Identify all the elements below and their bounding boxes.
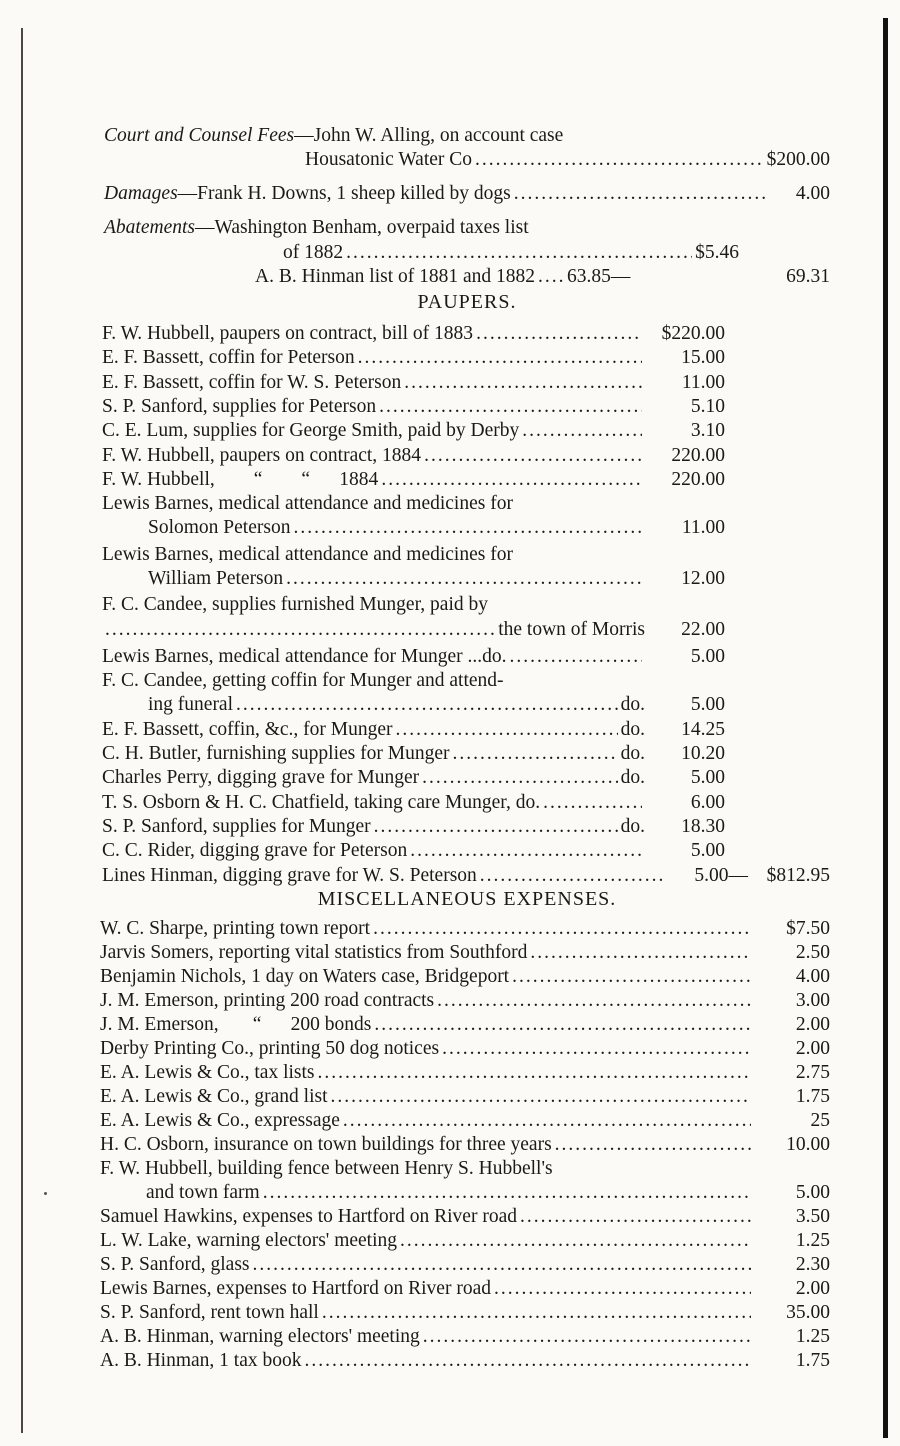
paupers-row-text: Lines Hinman, digging grave for W. S. Peterson <box>102 865 477 886</box>
damages-text: —Frank H. Downs, 1 sheep killed by dogs <box>177 183 511 204</box>
paupers-row-text: C. H. Butler, furnishing supplies for Munger <box>102 743 450 764</box>
paupers-row-text: F. W. Hubbell, paupers on contract, bill of 1883 <box>102 323 474 344</box>
misc-row-text: Derby Printing Co., printing 50 dog notices <box>100 1038 440 1059</box>
paupers-row-amount: 5.00 <box>690 767 725 788</box>
paupers-row-text: C. E. Lum, supplies for George Smith, paid by Derby <box>102 420 520 441</box>
court-fees-line <box>104 124 764 148</box>
leader-dots <box>494 1277 751 1301</box>
paupers-row <box>102 492 650 516</box>
misc-row-text: L. W. Lake, warning electors' meeting <box>100 1230 398 1251</box>
paupers-row-text: Charles Perry, digging grave for Munger <box>102 767 420 788</box>
paupers-row-amount: $220.00 <box>661 323 725 344</box>
paupers-row <box>102 444 725 468</box>
paupers-row-amount: 11.00 <box>681 517 725 538</box>
leader-dots <box>358 346 642 370</box>
paupers-row-amount: 5.00— <box>694 865 748 886</box>
misc-row <box>100 1205 830 1229</box>
paupers-row-amount: 11.00 <box>681 372 725 393</box>
misc-row-text: W. C. Sharpe, printing town report <box>100 918 371 939</box>
paupers-row-amount: 10.20 <box>681 743 725 764</box>
court-fees-line-2 <box>305 148 830 172</box>
abatements-line-2 <box>283 241 739 265</box>
paupers-row-text: F. W. Hubbell, “ “ 1884 <box>102 469 379 490</box>
misc-row <box>100 1037 830 1061</box>
misc-row-amount: 2.00 <box>795 1278 830 1299</box>
paupers-row-amount: 3.10 <box>690 420 725 441</box>
leader-dots <box>442 1037 751 1061</box>
paupers-row <box>102 742 725 766</box>
leader-dots <box>346 241 692 265</box>
leader-dots <box>522 419 642 443</box>
leader-dots <box>476 322 642 346</box>
paupers-row <box>148 567 725 591</box>
misc-row-amount: 2.00 <box>795 1014 830 1035</box>
leader-dots <box>105 618 495 642</box>
paupers-row <box>102 839 725 863</box>
leader-dots <box>520 1205 751 1229</box>
paupers-row <box>102 468 725 492</box>
paupers-row-total: $812.95 <box>766 865 830 886</box>
misc-row <box>100 965 830 989</box>
paupers-row <box>102 543 650 567</box>
leader-dots <box>304 1349 751 1373</box>
leader-dots <box>343 1109 751 1133</box>
misc-row-text: and town farm <box>146 1182 260 1203</box>
leader-dots <box>404 371 642 395</box>
leader-dots <box>379 395 642 419</box>
paupers-row-ditto: do. <box>620 694 645 715</box>
leader-dots <box>396 718 618 742</box>
leader-dots <box>263 1181 751 1205</box>
paupers-row <box>102 718 725 742</box>
court-fees-amount: $200.00 <box>766 149 830 170</box>
damages-label: Damages <box>104 183 178 204</box>
paupers-row <box>102 766 725 790</box>
misc-row-text: Benjamin Nichols, 1 day on Waters case, Bridgeport <box>100 966 510 987</box>
paupers-row-text: C. C. Rider, digging grave for Peterson <box>102 840 408 861</box>
paupers-row-text: Solomon Peterson <box>148 517 291 538</box>
misc-row-amount: 4.00 <box>795 966 830 987</box>
abatements-total: 69.31 <box>786 266 830 287</box>
misc-row-text: J. M. Emerson, “ 200 bonds <box>100 1014 372 1035</box>
paupers-row-text: Lewis Barnes, medical attendance for Munger ...do. <box>102 646 507 667</box>
misc-row-text: J. M. Emerson, printing 200 road contracts <box>100 990 435 1011</box>
paupers-row-amount: 5.00 <box>690 840 725 861</box>
leader-dots <box>555 1133 751 1157</box>
paupers-row-text: E. F. Bassett, coffin for Peterson <box>102 347 355 368</box>
misc-row-text: H. C. Osborn, insurance on town buildings for three years <box>100 1134 552 1155</box>
misc-heading: MISCELLANEOUS EXPENSES. <box>317 888 617 910</box>
misc-row-amount: 25 <box>810 1110 830 1131</box>
leader-dots <box>253 1253 751 1277</box>
leader-dots <box>374 1013 751 1037</box>
leader-dots <box>236 693 618 717</box>
misc-row <box>100 1301 830 1325</box>
leader-dots <box>410 839 642 863</box>
paupers-row <box>102 395 725 419</box>
misc-row-text: E. A. Lewis & Co., tax lists <box>100 1062 315 1083</box>
leader-dots <box>293 516 642 540</box>
paupers-row-text: E. F. Bassett, coffin, &c., for Munger <box>102 719 393 740</box>
misc-row-amount: $7.50 <box>786 918 830 939</box>
paupers-row <box>102 791 725 815</box>
paupers-row-text: F. W. Hubbell, paupers on contract, 1884 <box>102 445 422 466</box>
misc-row <box>146 1181 830 1205</box>
abatements-line <box>104 216 724 240</box>
paupers-row <box>102 371 725 395</box>
paupers-row-text: the town of Morris <box>498 619 645 640</box>
paupers-row-amount: 12.00 <box>681 568 725 589</box>
misc-row-amount: 1.75 <box>795 1350 830 1371</box>
misc-row-amount: 2.50 <box>795 942 830 963</box>
paupers-row <box>148 693 725 717</box>
misc-row-amount: 2.30 <box>795 1254 830 1275</box>
paupers-heading: PAUPERS. <box>417 291 517 313</box>
leader-dots <box>475 148 764 172</box>
misc-row-amount: 1.25 <box>795 1326 830 1347</box>
paupers-row-text: F. C. Candee, supplies furnished Munger, paid by <box>102 594 488 615</box>
leader-dots <box>373 917 751 941</box>
paupers-row-text: William Peterson <box>148 568 284 589</box>
misc-row <box>100 1253 830 1277</box>
misc-row-text: F. W. Hubbell, building fence between Henry S. Hubbell's <box>100 1158 553 1179</box>
paupers-row <box>102 864 830 888</box>
leader-dots <box>423 1325 751 1349</box>
leader-dots <box>286 567 642 591</box>
paupers-row-text: E. F. Bassett, coffin for W. S. Peterson <box>102 372 402 393</box>
abatements-amount-3: 63.85— <box>567 266 631 287</box>
misc-row <box>100 917 830 941</box>
paupers-row <box>102 669 650 693</box>
leader-dots <box>512 965 751 989</box>
leader-dots <box>400 1229 751 1253</box>
leader-dots <box>514 182 765 206</box>
misc-row <box>100 1277 830 1301</box>
paupers-row <box>102 645 725 669</box>
paupers-row <box>102 815 725 839</box>
paupers-row-text: Lewis Barnes, medical attendance and medicines for <box>102 493 513 514</box>
paupers-row <box>102 322 725 346</box>
misc-row-text: Lewis Barnes, expenses to Hartford on River road <box>100 1278 491 1299</box>
paupers-row-text: ing funeral <box>148 694 234 715</box>
misc-row <box>100 1325 830 1349</box>
misc-row <box>100 1013 830 1037</box>
paupers-row-amount: 220.00 <box>671 469 725 490</box>
paupers-row-amount: 5.10 <box>690 396 725 417</box>
leader-dots <box>437 989 751 1013</box>
paupers-row-ditto: do. <box>620 719 645 740</box>
paupers-row-text: F. C. Candee, getting coffin for Munger and attend- <box>102 670 504 691</box>
leader-dots <box>538 265 564 289</box>
misc-row-amount: 2.00 <box>795 1038 830 1059</box>
paupers-row-text: Lewis Barnes, medical attendance and medicines for <box>102 544 513 565</box>
misc-row <box>100 1157 830 1181</box>
misc-row-amount: 2.75 <box>795 1062 830 1083</box>
misc-row-text: S. P. Sanford, glass <box>100 1254 250 1275</box>
leader-dots <box>374 815 618 839</box>
misc-row <box>100 1061 830 1085</box>
misc-row-text: Samuel Hawkins, expenses to Hartford on River road <box>100 1206 517 1227</box>
misc-row <box>100 1349 830 1373</box>
court-fees-label: Court and Counsel Fees <box>104 125 295 146</box>
paupers-row-text: S. P. Sanford, supplies for Peterson <box>102 396 377 417</box>
paupers-row-text: S. P. Sanford, supplies for Munger <box>102 816 371 837</box>
paupers-row <box>148 516 725 540</box>
misc-row-amount: 3.00 <box>795 990 830 1011</box>
misc-row <box>100 1085 830 1109</box>
paupers-row-ditto: do. <box>620 816 645 837</box>
misc-row-amount: 35.00 <box>786 1302 830 1323</box>
misc-row <box>100 989 830 1013</box>
misc-row-amount: 1.75 <box>795 1086 830 1107</box>
paupers-row-amount: 5.00 <box>690 694 725 715</box>
misc-row <box>100 1229 830 1253</box>
leader-dots <box>530 941 751 965</box>
paupers-row-ditto: do. <box>620 767 645 788</box>
paupers-row-ditto: do. <box>620 743 645 764</box>
misc-row-text: E. A. Lewis & Co., expressage <box>100 1110 340 1131</box>
misc-row-amount: 10.00 <box>786 1134 830 1155</box>
misc-row-text: S. P. Sanford, rent town hall <box>100 1302 319 1323</box>
leader-dots <box>318 1061 752 1085</box>
misc-row <box>100 1109 830 1133</box>
misc-row <box>100 941 830 965</box>
abatements-text-3: A. B. Hinman list of 1881 and 1882 <box>255 266 536 287</box>
leader-dots <box>331 1085 752 1109</box>
leader-dots <box>543 791 642 815</box>
leader-dots <box>452 742 617 766</box>
leader-dots <box>381 468 642 492</box>
court-fees-text-2: Housatonic Water Co <box>305 149 473 170</box>
misc-row <box>100 1133 830 1157</box>
abatements-amount-2: $5.46 <box>695 242 739 263</box>
right-page-edge <box>883 18 888 1438</box>
abatements-label: Abatements <box>104 217 195 238</box>
damages-line <box>104 182 830 206</box>
leader-dots <box>424 444 642 468</box>
paupers-row <box>102 346 725 370</box>
left-page-edge <box>21 28 23 1433</box>
leader-dots <box>509 645 642 669</box>
misc-row-text: A. B. Hinman, warning electors' meeting <box>100 1326 420 1347</box>
court-fees-text: —John W. Alling, on account case <box>294 125 564 146</box>
abatements-text-2: of 1882 <box>283 242 344 263</box>
paupers-row-amount: 14.25 <box>681 719 725 740</box>
ink-speck <box>44 1192 47 1195</box>
misc-row-text: A. B. Hinman, 1 tax book <box>100 1350 302 1371</box>
paupers-row-amount: 6.00 <box>690 792 725 813</box>
abatements-text: —Washington Benham, overpaid taxes list <box>194 217 529 238</box>
paupers-row-amount: 18.30 <box>681 816 725 837</box>
misc-row-amount: 3.50 <box>795 1206 830 1227</box>
damages-amount: 4.00 <box>795 183 830 204</box>
misc-row-amount: 5.00 <box>795 1182 830 1203</box>
paupers-row-amount: 22.00 <box>681 619 725 640</box>
leader-dots <box>480 864 665 888</box>
leader-dots <box>322 1301 751 1325</box>
misc-row-text: E. A. Lewis & Co., grand list <box>100 1086 328 1107</box>
paupers-row-amount: 15.00 <box>681 347 725 368</box>
paupers-row-amount: 5.00 <box>690 646 725 667</box>
paupers-row-amount: 220.00 <box>671 445 725 466</box>
paupers-row-text: T. S. Osborn & H. C. Chatfield, taking care Munger, do. <box>102 792 541 813</box>
paupers-row <box>102 419 725 443</box>
abatements-line-3 <box>255 265 830 289</box>
paupers-row <box>102 618 725 642</box>
misc-row-amount: 1.25 <box>795 1230 830 1251</box>
misc-row-text: Jarvis Somers, reporting vital statistics from Southford <box>100 942 528 963</box>
paupers-row <box>102 593 650 617</box>
leader-dots <box>422 766 617 790</box>
